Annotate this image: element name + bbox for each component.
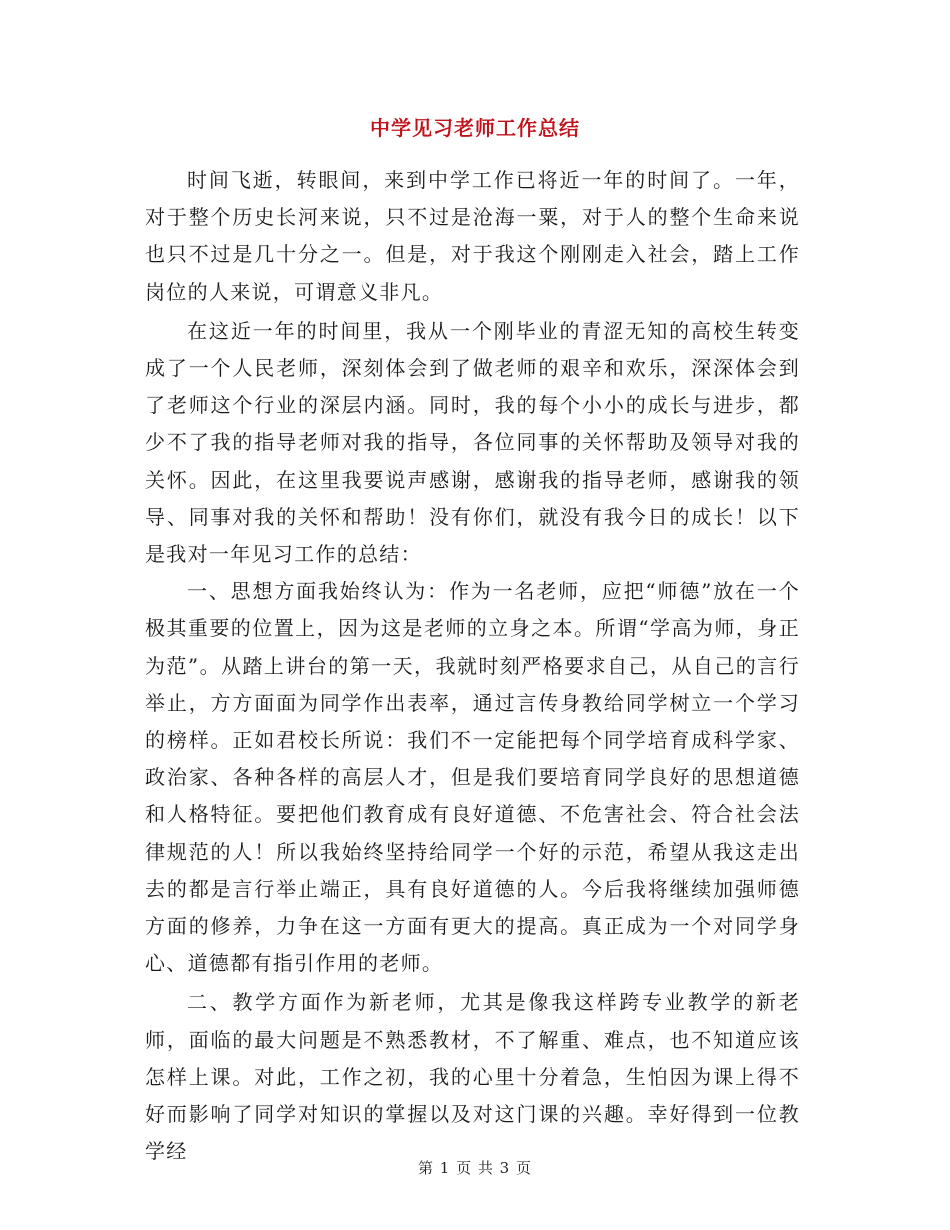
paragraph-gratitude: 在这近一年的时间里，我从一个刚毕业的青涩无知的高校生转变成了一个人民老师，深刻体会到了做老师的艰辛和欢乐，深深体会到了老师这个行业的深层内涵。同时，我的每个小小的成长与进步，都少不了我的指导老师对我的指导，各位同事的关怀帮助及领导对我的关怀。因此，在这里我要说声感谢，感谢我的指导老师，感谢我的领导、同事对我的关怀和帮助！没有你们，就没有我今日的成长！以下是我对一年见习工作的总结： <box>145 318 800 567</box>
paragraph-intro: 时间飞逝，转眼间，来到中学工作已将近一年的时间了。一年，对于整个历史长河来说，只不过是沧海一粟，对于人的整个生命来说也只不过是几十分之一。但是，对于我这个刚刚走入社会，踏上工作岗位的人来说，可谓意义非凡。 <box>145 168 800 304</box>
paragraph-teaching: 二、教学方面作为新老师，尤其是像我这样跨专业教学的新老师，面临的最大问题是不熟悉教材，不了解重、难点，也不知道应该怎样上课。对此，工作之初，我的心里十分着急，生怕因为课上得不好而影响了同学对知识的掌握以及对这门课的兴趣。幸好得到一位教学经 <box>145 990 800 1164</box>
document-body <box>145 162 800 1170</box>
paragraph-ideology: 一、思想方面我始终认为：作为一名老师，应把“师德”放在一个极其重要的位置上，因为这是老师的立身之本。所谓“学高为师，身正为范”。从踏上讲台的第一天，我就时刻严格要求自己，从自己的言行举止，方方面面为同学作出表率，通过言传身教给同学树立一个学习的榜样。正如君校长所说：我们不一定能把每个同学培育成科学家、政治家、各种各样的高层人才，但是我们要培育同学良好的思想道德和人格特征。要把他们教育成有良好道德、不危害社会、符合社会法律规范的人！所以我始终坚持给同学一个好的示范，希望从我这走出去的都是言行举止端正，具有良好道德的人。今后我将继续加强师德方面的修养，力争在这一方面有更大的提高。真正成为一个对同学身心、道德都有指引作用的老师。 <box>145 579 800 976</box>
page-number-footer: 第 1 页 共 3 页 <box>418 1159 532 1177</box>
document-title: 中学见习老师工作总结 <box>370 116 580 140</box>
